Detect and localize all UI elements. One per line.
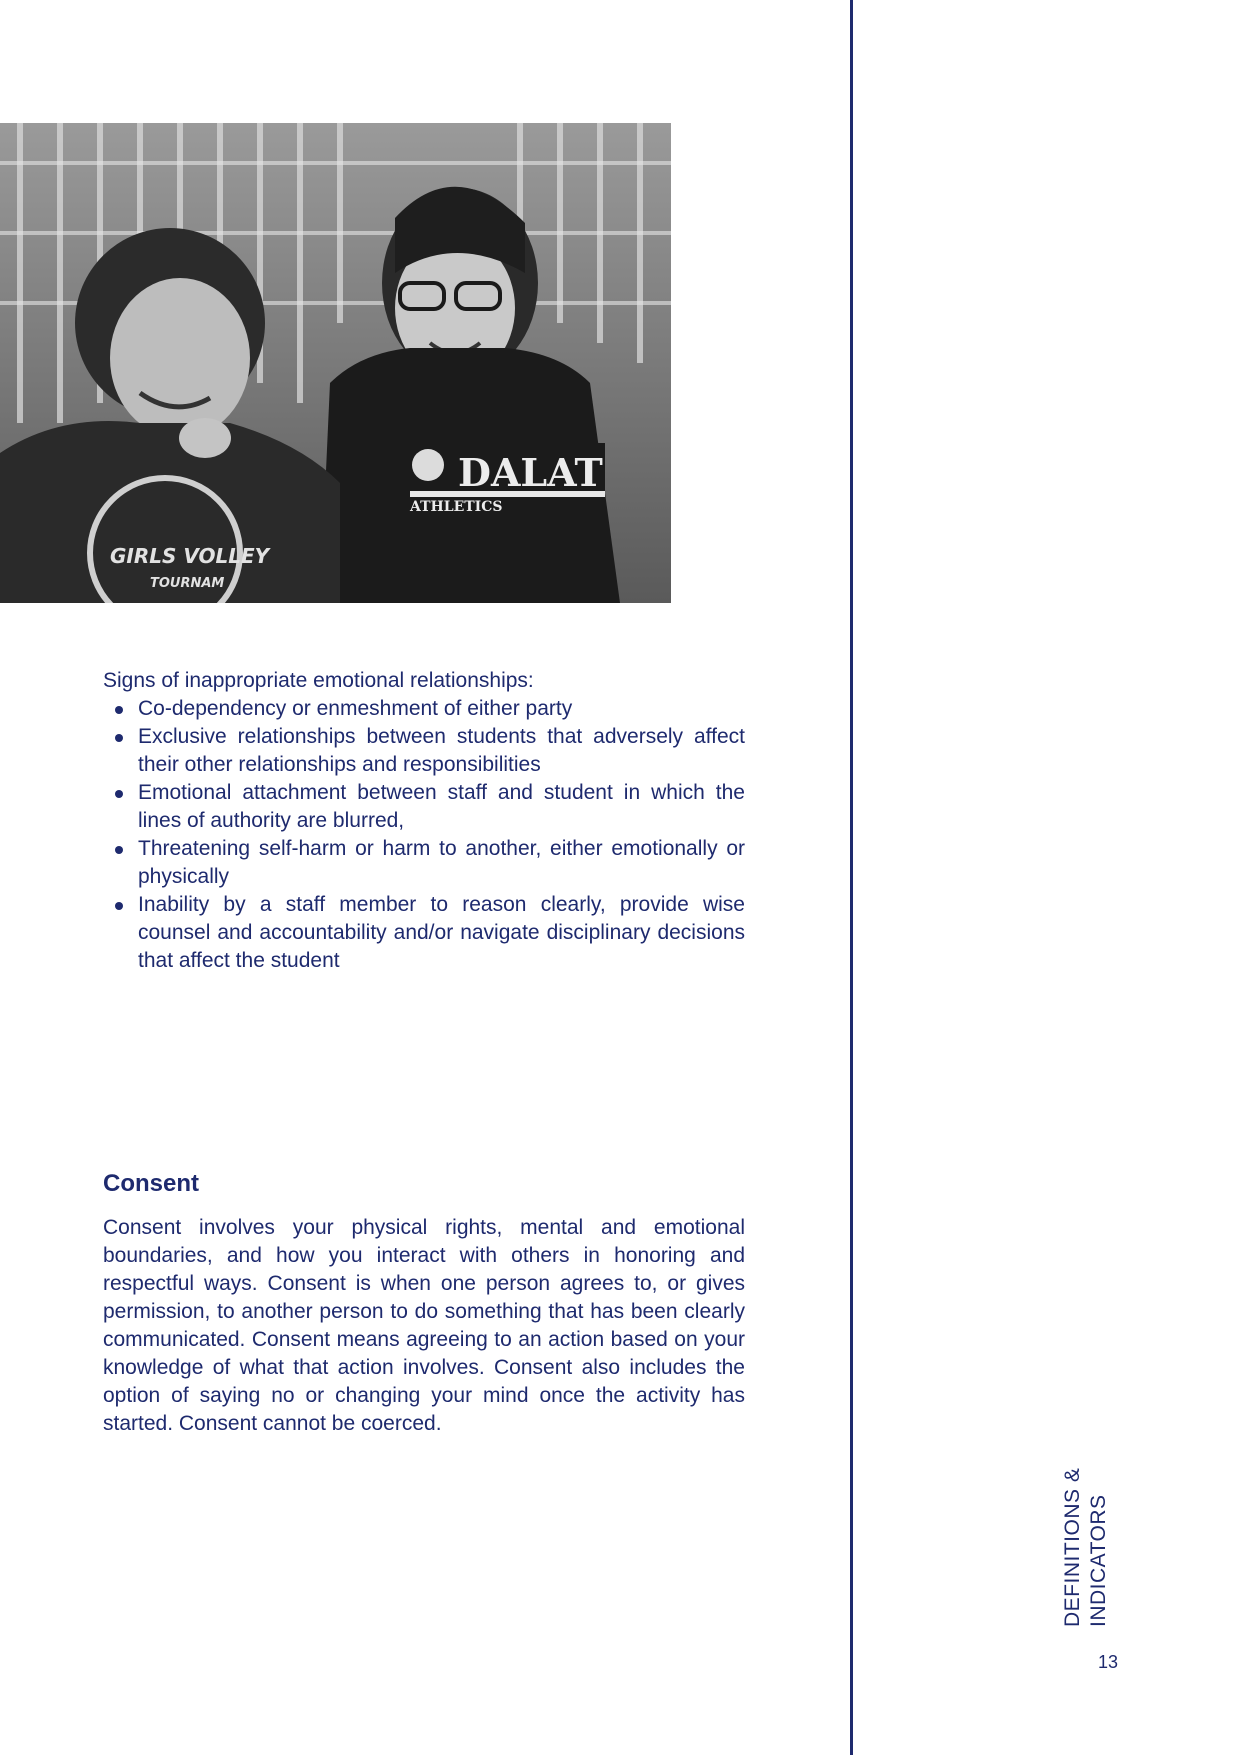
emotional-relationships-section xyxy=(103,667,745,975)
list-item: Emotional attachment between staff and student in which the lines of authority are blurred, xyxy=(103,779,745,835)
page-number: 13 xyxy=(1098,1652,1119,1672)
shirt-tournament-text: TOURNAM xyxy=(150,576,225,591)
signs-intro: Signs of inappropriate emotional relationships: xyxy=(103,669,534,692)
consent-heading: Consent xyxy=(103,1170,199,1197)
shirt-athletics-text: ATHLETICS xyxy=(410,499,503,515)
list-item: Threatening self-harm or harm to another, either emotionally or physically xyxy=(103,835,745,891)
vertical-divider xyxy=(850,0,853,1755)
side-label-line-1: DEFINITIONS & xyxy=(1061,1467,1084,1627)
side-label-line-2: INDICATORS xyxy=(1087,1494,1110,1627)
signs-list xyxy=(103,695,745,975)
consent-body: Consent involves your physical rights, mental and emotional boundaries, and how you interact with others in honoring and respectful ways. Consent is when one person agrees to, or gives permission, to another person to do something that has been clearly communicated. Consent means agreeing to an action based on your knowledge of what that action involves. Consent also includes the option of saying no or changing your mind once the activity has started. Consent cannot be coerced. xyxy=(103,1216,745,1435)
shirt-volley-text: GIRLS VOLLEY xyxy=(110,544,270,568)
shirt-dalat-text: DALAT xyxy=(458,450,603,495)
list-item: Inability by a staff member to reason clearly, provide wise counsel and accountability and/or navigate disciplinary decisions that affect the student xyxy=(103,891,745,975)
photo-illustration xyxy=(0,123,671,603)
list-item: Co-dependency or enmeshment of either party xyxy=(103,695,745,723)
consent-section xyxy=(103,1168,745,1438)
students-photo xyxy=(0,123,671,603)
section-side-label xyxy=(1060,1427,1112,1627)
list-item: Exclusive relationships between students that adversely affect their other relationships and responsibilities xyxy=(103,723,745,779)
